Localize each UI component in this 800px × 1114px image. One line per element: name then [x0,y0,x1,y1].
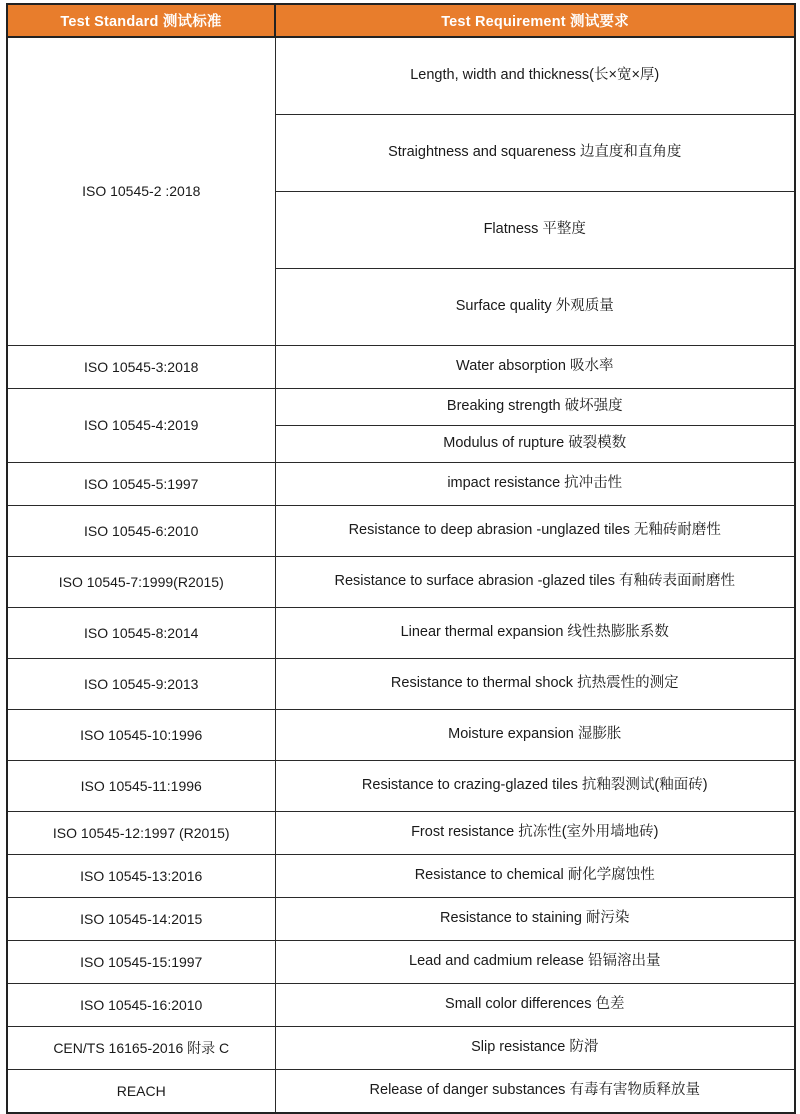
requirement-cell: Frost resistance 抗冻性(室外用墙地砖) [275,812,795,855]
requirement-cell: Surface quality 外观质量 [275,269,795,346]
standard-cell: ISO 10545-8:2014 [7,608,275,659]
requirement-cell: Modulus of rupture 破裂模数 [275,426,795,463]
table-row [7,710,795,761]
standard-cell: ISO 10545-4:2019 [7,389,275,463]
standard-cell: ISO 10545-10:1996 [7,710,275,761]
requirement-cell: Slip resistance 防滑 [275,1027,795,1070]
requirement-cell: Resistance to surface abrasion -glazed tiles 有釉砖表面耐磨性 [275,557,795,608]
table-row [7,1027,795,1070]
table-row [7,659,795,710]
standard-cell: ISO 10545-15:1997 [7,941,275,984]
requirement-cell: Breaking strength 破坏强度 [275,389,795,426]
requirement-cell: Linear thermal expansion 线性热膨胀系数 [275,608,795,659]
requirement-cell: Water absorption 吸水率 [275,346,795,389]
requirement-cell: impact resistance 抗冲击性 [275,463,795,506]
requirement-cell: Release of danger substances 有毒有害物质释放量 [275,1070,795,1114]
standard-cell: ISO 10545-13:2016 [7,855,275,898]
standard-cell: ISO 10545-14:2015 [7,898,275,941]
header-row [7,4,795,37]
table-row [7,941,795,984]
table-row [7,506,795,557]
requirement-cell: Lead and cadmium release 铅镉溶出量 [275,941,795,984]
standard-cell: ISO 10545-11:1996 [7,761,275,812]
table-row [7,1070,795,1114]
table-row [7,608,795,659]
requirement-cell: Resistance to chemical 耐化学腐蚀性 [275,855,795,898]
table-row [7,898,795,941]
standard-cell: ISO 10545-16:2010 [7,984,275,1027]
requirement-cell: Flatness 平整度 [275,192,795,269]
standard-cell: ISO 10545-12:1997 (R2015) [7,812,275,855]
table-row [7,346,795,389]
table-row [7,761,795,812]
test-standard-requirement-table [6,3,796,1114]
table-row [7,812,795,855]
requirement-cell: Resistance to crazing-glazed tiles 抗釉裂测试(釉面砖) [275,761,795,812]
standard-cell: ISO 10545-2 :2018 [7,37,275,346]
standard-cell: REACH [7,1070,275,1114]
requirement-cell: Moisture expansion 湿膨胀 [275,710,795,761]
table-row [7,463,795,506]
standard-cell: ISO 10545-6:2010 [7,506,275,557]
table-body [7,37,795,1113]
standard-cell: ISO 10545-3:2018 [7,346,275,389]
header-test-requirement: Test Requirement 测试要求 [275,4,795,37]
standard-cell: CEN/TS 16165-2016 附录 C [7,1027,275,1070]
requirement-cell: Straightness and squareness 边直度和直角度 [275,115,795,192]
table-row [7,37,795,115]
requirement-cell: Resistance to staining 耐污染 [275,898,795,941]
standard-cell: ISO 10545-5:1997 [7,463,275,506]
table-row [7,557,795,608]
table-row [7,984,795,1027]
requirement-cell: Resistance to deep abrasion -unglazed tiles 无釉砖耐磨性 [275,506,795,557]
requirement-cell: Resistance to thermal shock 抗热震性的测定 [275,659,795,710]
header-test-standard: Test Standard 测试标准 [7,4,275,37]
standard-cell: ISO 10545-7:1999(R2015) [7,557,275,608]
standard-cell: ISO 10545-9:2013 [7,659,275,710]
requirement-cell: Length, width and thickness(长×宽×厚) [275,37,795,115]
table-row [7,389,795,426]
requirement-cell: Small color differences 色差 [275,984,795,1027]
table-row [7,855,795,898]
table-header [7,4,795,37]
